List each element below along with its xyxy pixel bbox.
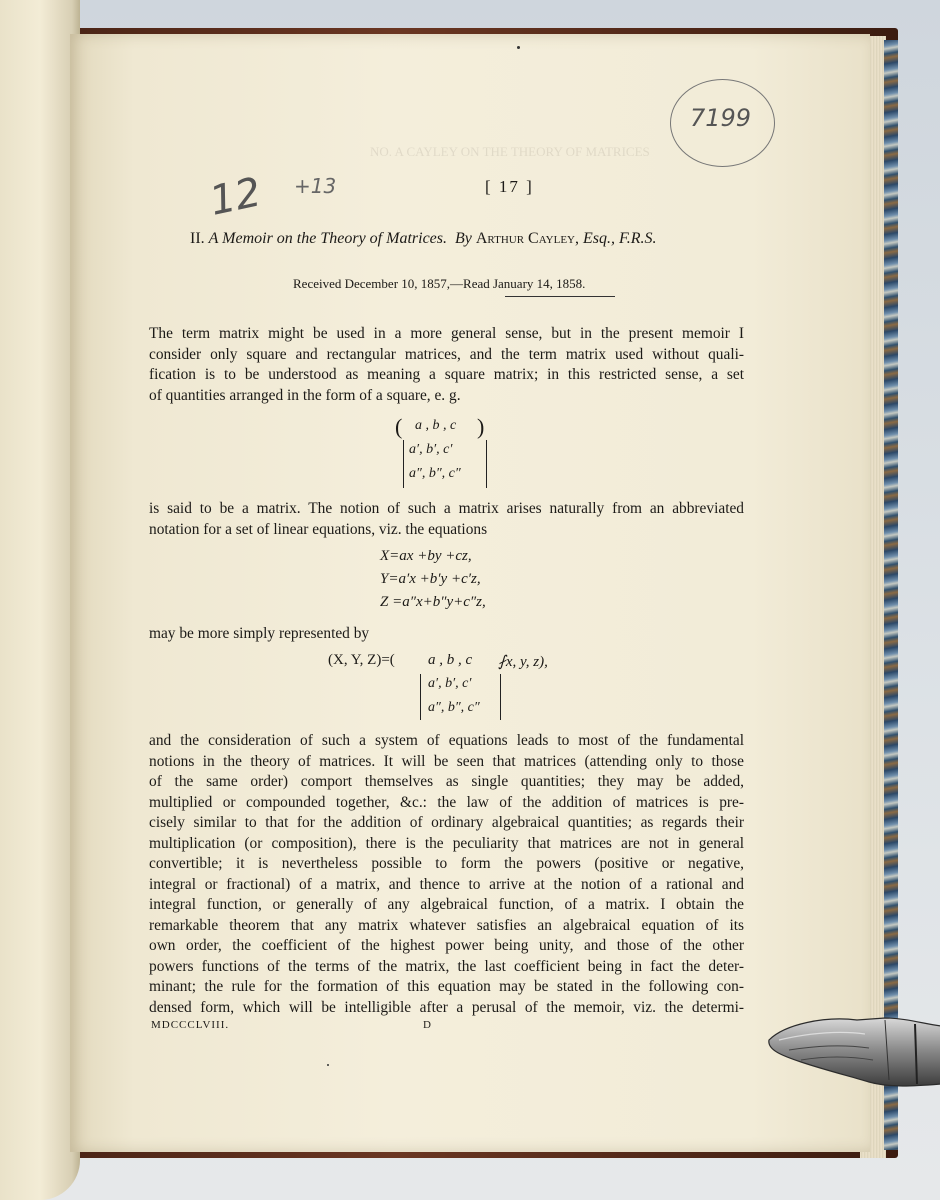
article-title — [190, 230, 656, 248]
underline-rule — [505, 296, 615, 297]
metal-hand-page-holder — [765, 1010, 940, 1090]
matrix-bar-left — [420, 674, 421, 720]
paragraph-main — [149, 731, 744, 1018]
title-text: A Memoir on the Theory of Matrices. — [208, 230, 447, 247]
equation-y: Y=a′x +b′y +c′z, — [380, 571, 481, 587]
text-line: densed form, which will be intelligible after a perusal of the memoir, viz. the determi- — [149, 998, 744, 1016]
matrix-row: a , b , c — [415, 418, 457, 433]
matrix-bar-right — [486, 440, 487, 488]
text-line: may be more simply represented by — [149, 625, 370, 642]
open-paren: ( — [395, 414, 403, 439]
matrix-row: a″, b″, c″ — [409, 466, 461, 481]
title-numeral: II. — [190, 230, 205, 247]
pencil-note-small: +13 — [294, 174, 337, 198]
matrix-bar-left — [403, 440, 404, 488]
matrix-row: a′, b′, c′ — [409, 442, 453, 457]
text-line: multiplication (or composition), there is the peculiarity that matrices are not in general — [149, 834, 744, 852]
text-line: fication is to be understood as meaning a square matrix; in this restricted sense, a set — [149, 366, 744, 383]
text-line: powers functions of the terms of the matrix, the last coefficient being in fact the deter- — [149, 957, 744, 975]
text-line: The term matrix might be used in a more general sense, but in the present memoir I — [149, 325, 744, 342]
matrix-row: a′, b′, c′ — [428, 676, 472, 691]
text-line: notions in the theory of matrices. It will be seen that matrices (attending only to those — [149, 752, 744, 770]
equation-x: X=ax +by +cz, — [380, 548, 472, 564]
text-line: of quantities arranged in the form of a square, e. g. — [149, 386, 461, 404]
text-line: integral function, or generally of any algebraical function, of a matrix. I obtain the — [149, 896, 744, 913]
handwritten-number: 7199 — [690, 104, 752, 132]
footer-signature: D — [423, 1019, 432, 1031]
marbled-edge — [884, 40, 898, 1150]
close-paren: ) — [477, 414, 485, 439]
equation-z: Z =a″x+b″y+c″z, — [380, 594, 486, 610]
received-date: Received December 10, 1857,—Read January 14, 1858. — [293, 276, 586, 291]
text-line: consider only square and rectangular matrices, and the term matrix used without quali- — [149, 345, 744, 363]
text-line: cisely similar to that for the addition of ordinary algebraical quantities; as regards their — [149, 814, 744, 831]
footer-year: MDCCCLVIII. — [151, 1019, 230, 1031]
paragraph-represented — [149, 624, 744, 645]
text-line: of the same order) comport themselves as single quantities; they may be added, — [149, 773, 744, 790]
text-line: integral or fractional) of a matrix, and thence to arrive at the notion of a rational and — [149, 875, 744, 893]
text-line: multiplied or compounded together, &c.: the law of the addition of matrices is pre- — [149, 793, 744, 811]
ink-speck — [327, 1064, 329, 1066]
paragraph-intro — [149, 324, 744, 406]
matrix-equation-lhs: (X, Y, Z)=( — [328, 652, 395, 668]
text-line: convertible; it is nevertheless possible to form the powers (positive or negative, — [149, 855, 744, 872]
book-page — [70, 34, 870, 1152]
text-line: and the consideration of such a system of equations leads to most of the fundamental — [149, 732, 744, 749]
page-number: [ 17 ] — [485, 177, 534, 196]
ink-dot — [517, 46, 520, 49]
left-page — [0, 0, 80, 1200]
matrix-row: a , b , c — [428, 652, 473, 668]
text-line: own order, the coefficient of the highest power being unity, and those of the other — [149, 937, 744, 954]
pencil-note: 12 — [205, 169, 266, 225]
text-line: notation for a set of linear equations, viz. the equations — [149, 520, 488, 538]
matrix-bar-right — [500, 674, 501, 720]
matrix-row: a″, b″, c″ — [428, 700, 480, 715]
author-name: Arthur Cayley, — [475, 230, 579, 247]
bleed-through-text: NO. A CAYLEY ON THE THEORY OF MATRICES — [370, 144, 650, 159]
text-line: is said to be a matrix. The notion of such a matrix arises naturally from an abbreviated — [149, 500, 744, 517]
paragraph-notation — [149, 499, 744, 540]
matrix-equation-rhs: ⨏x, y, z), — [498, 654, 548, 670]
matrix-equation — [328, 650, 648, 728]
text-line: remarkable theorem that any matrix whatever satisfies an algebraical equation of its — [149, 916, 744, 934]
author-suffix: Esq., F.R.S. — [582, 230, 657, 247]
text-line: minant; the rule for the formation of this equation may be stated in the following con- — [149, 978, 744, 995]
title-by: By — [455, 230, 472, 247]
matrix-example — [395, 414, 505, 490]
